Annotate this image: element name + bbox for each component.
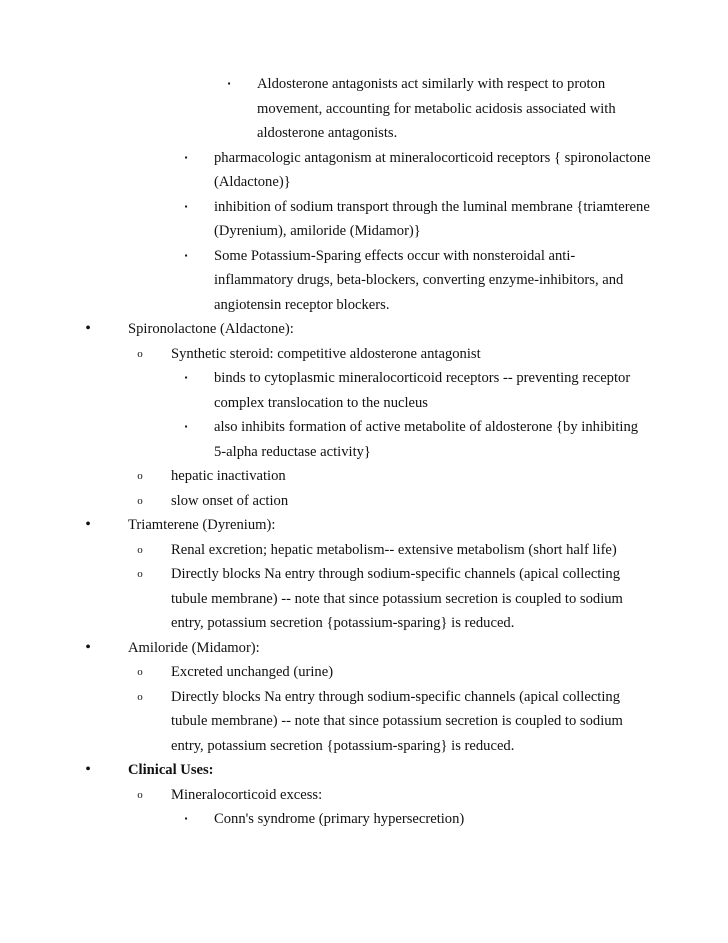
- circle-bullet-icon: o: [137, 543, 143, 556]
- circle-bullet-icon: o: [137, 470, 143, 482]
- square-bullet-icon: ▪: [184, 201, 188, 211]
- list-item-line: (Dyrenium), amiloride (Midamor)}: [214, 223, 421, 239]
- list-item-line: inhibition of sodium transport through the luminal membrane {triamterene: [214, 198, 650, 215]
- list-item-line: entry, potassium secretion {potassium-sparing} is reduced.: [171, 615, 515, 631]
- square-bullet-icon: ▪: [184, 250, 188, 260]
- square-bullet-icon: ▪: [184, 152, 188, 162]
- circle-bullet-icon: o: [137, 494, 143, 507]
- square-bullet-icon: ▪: [227, 79, 231, 88]
- circle-bullet-icon: o: [137, 666, 143, 678]
- list-item-line: binds to cytoplasmic mineralocorticoid receptors -- preventing receptor: [214, 370, 631, 386]
- disc-bullet-icon: •: [85, 638, 91, 656]
- list-item-line: Directly blocks Na entry through sodium-specific channels (apical collecting: [171, 566, 621, 582]
- list-item-line: slow onset of action: [171, 492, 289, 509]
- list-item-line: 5-alpha reductase activity}: [214, 443, 371, 460]
- list-item-line: aldosterone antagonists.: [257, 125, 398, 141]
- disc-bullet-icon: •: [85, 516, 91, 533]
- list-item-line: Aldosterone antagonists act similarly with respect to proton: [257, 76, 606, 92]
- circle-bullet-icon: o: [137, 690, 143, 703]
- list-item-line: Directly blocks Na entry through sodium-specific channels (apical collecting: [171, 688, 621, 705]
- list-item-line: tubule membrane) -- note that since potassium secretion is coupled to sodium: [171, 590, 623, 607]
- list-item-line: movement, accounting for metabolic acidosis associated with: [257, 100, 616, 117]
- list-item-line: Clinical Uses:: [128, 762, 214, 778]
- list-item-line: Excreted unchanged (urine): [171, 664, 334, 680]
- list-item-line: Spironolactone (Aldactone):: [128, 321, 294, 337]
- list-item-line: Some Potassium-Sparing effects occur with nonsteroidal anti-: [214, 247, 576, 264]
- list-item-line: Synthetic steroid: competitive aldosterone antagonist: [171, 345, 481, 362]
- circle-bullet-icon: o: [137, 347, 143, 360]
- disc-bullet-icon: •: [85, 761, 91, 778]
- list-item-line: hepatic inactivation: [171, 468, 286, 484]
- square-bullet-icon: ▪: [184, 373, 188, 382]
- disc-bullet-icon: •: [85, 320, 91, 337]
- list-item-line: also inhibits formation of active metabolite of aldosterone {by inhibiting: [214, 419, 639, 435]
- list-item-line: Mineralocorticoid excess:: [171, 786, 323, 803]
- list-item-line: Triamterene (Dyrenium):: [128, 517, 276, 533]
- list-item-line: inflammatory drugs, beta-blockers, converting enzyme-inhibitors, and: [214, 272, 624, 288]
- square-bullet-icon: ▪: [184, 814, 188, 823]
- list-item-line: Amiloride (Midamor):: [128, 639, 260, 656]
- list-item-line: angiotensin receptor blockers.: [214, 296, 390, 313]
- list-item-line: (Aldactone)}: [214, 174, 291, 190]
- circle-bullet-icon: o: [137, 568, 143, 580]
- square-bullet-icon: ▪: [184, 422, 188, 431]
- list-item-line: entry, potassium secretion {potassium-sparing} is reduced.: [171, 737, 515, 754]
- circle-bullet-icon: o: [137, 788, 143, 801]
- list-item-line: Renal excretion; hepatic metabolism-- extensive metabolism (short half life): [171, 541, 617, 558]
- list-item-line: complex translocation to the nucleus: [214, 394, 428, 411]
- list-item-line: Conn's syndrome (primary hypersecretion): [214, 811, 465, 827]
- list-item-line: pharmacologic antagonism at mineralocorticoid receptors { spironolactone: [214, 149, 651, 166]
- list-item-line: tubule membrane) -- note that since potassium secretion is coupled to sodium: [171, 713, 623, 729]
